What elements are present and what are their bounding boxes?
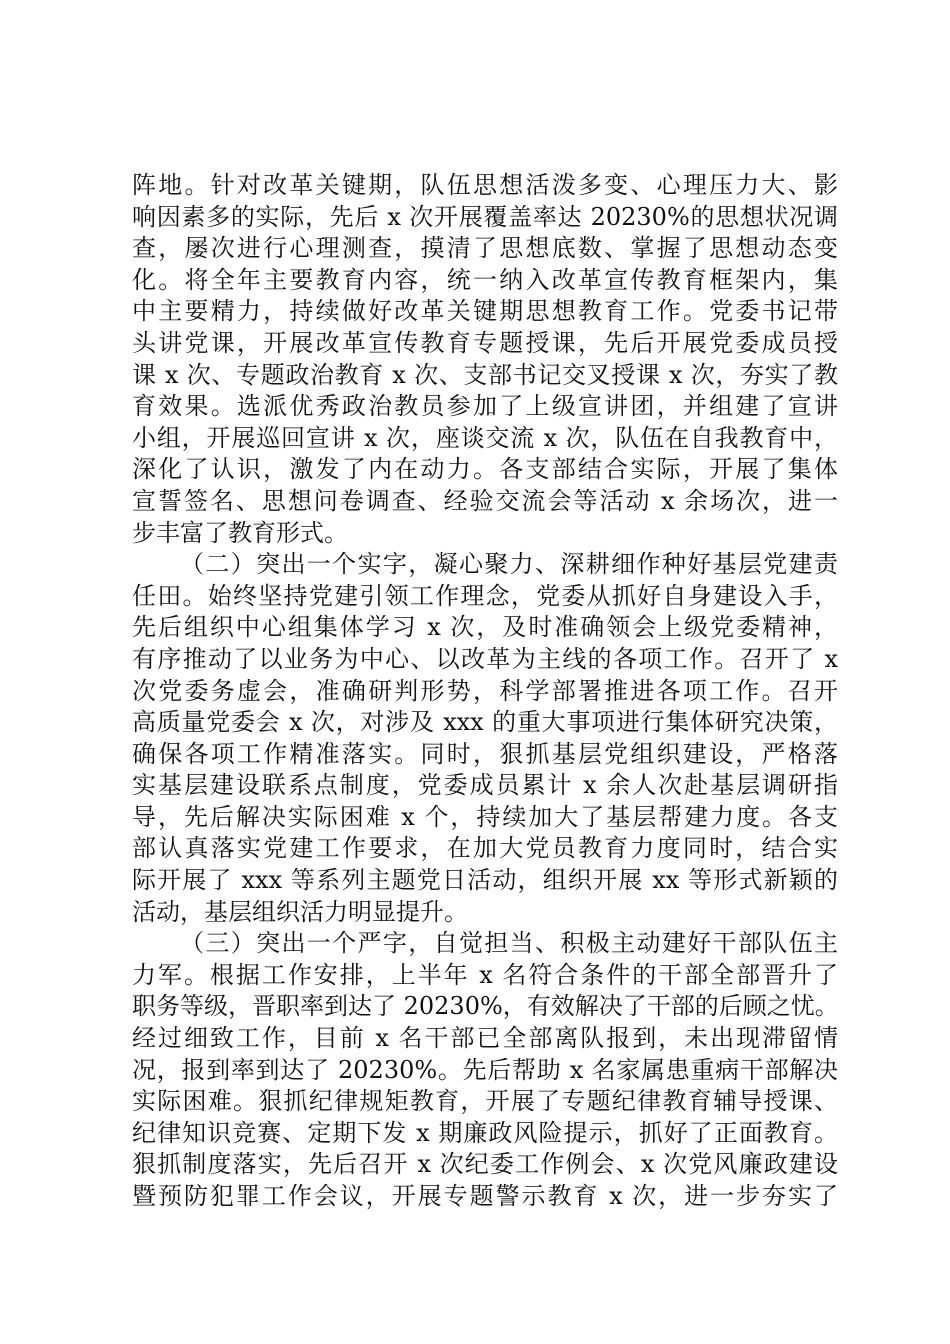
text-line: 查，屡次进行心理测查，摸清了思想底数、掌握了思想动态变 [132, 234, 838, 263]
text-line: 况，报到率到达了 20230%。先后帮助 x 名家属患重病干部解决 [132, 1055, 838, 1084]
text-line: 有序推动了以业务为中心、以改革为主线的各项工作。召开了 x [132, 644, 838, 673]
text-line: 宣誓签名、思想问卷调查、经验交流会等活动 x 余场次，进一 [132, 486, 838, 515]
text-line: 小组，开展巡回宣讲 x 次，座谈交流 x 次，队伍在自我教育中， [132, 423, 838, 452]
text-line: 经过细致工作，目前 x 名干部已全部离队报到，未出现滞留情 [132, 1024, 838, 1053]
text-line: 部认真落实党建工作要求，在加大党员教育力度同时，结合实 [132, 834, 838, 863]
text-line: 化。将全年主要教育内容，统一纳入改革宣传教育框架内，集 [132, 265, 838, 294]
text-line: 深化了认识，激发了内在动力。各支部结合实际，开展了集体 [132, 455, 838, 484]
text-line: 头讲党课，开展改革宣传教育专题授课，先后开展党委成员授 [132, 328, 838, 357]
text-line: 任田。始终坚持党建引领工作理念，党委从抓好自身建设入手， [132, 581, 838, 610]
text-line: 次党委务虚会，准确研判形势，科学部署推进各项工作。召开 [132, 676, 838, 705]
text-line: 纪律知识竞赛、定期下发 x 期廉政风险提示，抓好了正面教育。 [132, 1118, 838, 1147]
text-line: 狠抓制度落实，先后召开 x 次纪委工作例会、x 次党风廉政建设 [132, 1150, 838, 1179]
text-line: （二）突出一个实字，凝心聚力、深耕细作种好基层党建责 [180, 550, 838, 579]
text-line: 中主要精力，持续做好改革关键期思想教育工作。党委书记带 [132, 297, 838, 326]
text-line: 确保各项工作精准落实。同时，狠抓基层党组织建设，严格落 [132, 739, 838, 768]
text-line: 活动，基层组织活力明显提升。 [132, 897, 468, 926]
text-line: 职务等级，晋职率到达了 20230%，有效解决了干部的后顾之忧。 [132, 992, 839, 1021]
text-line: 导，先后解决实际困难 x 个，持续加大了基层帮建力度。各支 [132, 802, 838, 831]
text-line: （三）突出一个严字，自觉担当、积极主动建好干部队伍主 [180, 929, 838, 958]
text-line: 实际困难。狠抓纪律规矩教育，开展了专题纪律教育辅导授课、 [132, 1087, 838, 1116]
paragraph-1 [132, 170, 838, 549]
text-line: 响因素多的实际，先后 x 次开展覆盖率达 20230%的思想状况调 [132, 202, 838, 231]
text-line: 先后组织中心组集体学习 x 次，及时准确领会上级党委精神， [132, 613, 838, 642]
text-line: 暨预防犯罪工作会议，开展专题警示教育 x 次，进一步夯实了 [132, 1182, 838, 1210]
text-line: 课 x 次、专题政治教育 x 次、支部书记交叉授课 x 次，夯实了教 [132, 360, 838, 389]
text-line: 高质量党委会 x 次，对涉及 xxx 的重大事项进行集体研究决策， [132, 708, 838, 737]
document-body [132, 170, 838, 1213]
text-line: 力军。根据工作安排，上半年 x 名符合条件的干部全部晋升了 [132, 960, 838, 989]
text-line: 际开展了 xxx 等系列主题党日活动，组织开展 xx 等形式新颖的 [132, 866, 838, 895]
paragraph-2 [132, 549, 838, 928]
text-line: 阵地。针对改革关键期，队伍思想活泼多变、心理压力大、影 [132, 171, 838, 199]
text-line: 育效果。选派优秀政治教员参加了上级宣讲团，并组建了宣讲 [132, 392, 838, 421]
paragraph-3 [132, 928, 838, 1212]
text-line: 步丰富了教育形式。 [132, 518, 348, 547]
text-line: 实基层建设联系点制度，党委成员累计 x 余人次赴基层调研指 [132, 771, 838, 800]
